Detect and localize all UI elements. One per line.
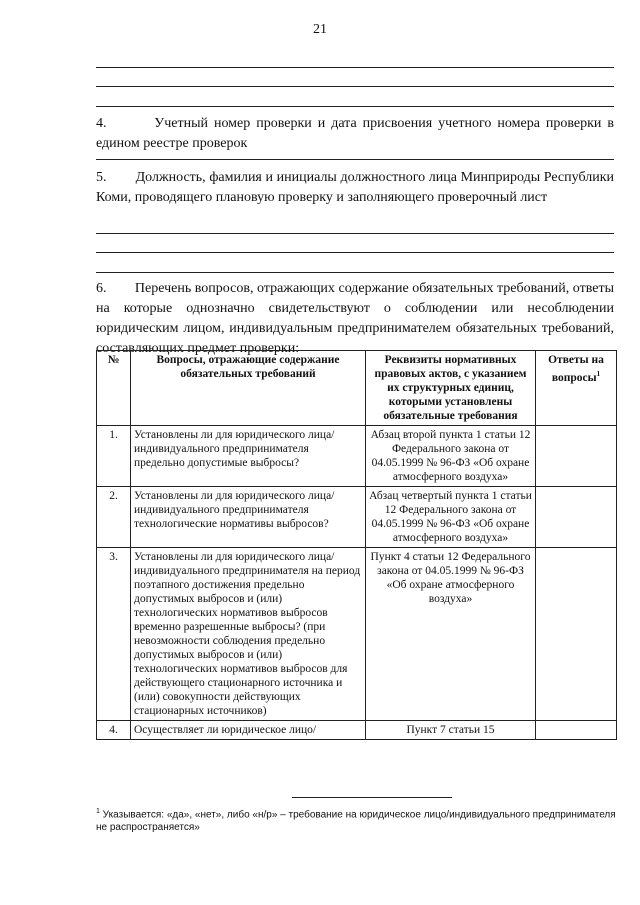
table-header-row [97,351,617,426]
blank-line [96,86,614,87]
row-question: Установлены ли для юридического лица/ индивидуального предпринимателя предельно допустимые выбросы? [131,426,366,487]
footnote [96,805,616,834]
row-answer-cell[interactable] [536,721,617,740]
row-requisites: Пункт 4 статьи 12 Федерального закона от 04.05.1999 № 96-ФЗ «Об охране атмосферного воздуха» [366,548,536,721]
table-row [97,487,617,548]
header-requisites: Реквизиты нормативных правовых актов, с указанием их структурных единиц, которыми установлены обязательные требования [366,351,536,426]
blank-line [96,233,614,234]
row-number: 4. [97,721,131,740]
header-answers [536,351,617,426]
header-number: № [97,351,131,426]
blank-line [96,67,614,68]
table-row [97,426,617,487]
blank-line [96,159,614,160]
footnote-marker: 1 [596,370,601,378]
row-answer-cell[interactable] [536,426,617,487]
row-answer-cell[interactable] [536,487,617,548]
table-row [97,721,617,740]
footnote-text: Указывается: «да», «нет», либо «н/р» – требование на юридическое лицо/индивидуального предпринимателя не распространяется» [96,809,616,834]
row-requisites: Абзац второй пункта 1 статьи 12 Федерального закона от 04.05.1999 № 96-ФЗ «Об охране атмосферного воздуха» [366,426,536,487]
table-row [97,548,617,721]
footnote-separator [292,797,452,798]
row-question: Установлены ли для юридического лица/ индивидуального предпринимателя технологические нормативы выбросов? [131,487,366,548]
row-requisites: Абзац четвертый пункта 1 статьи 12 Федерального закона от 04.05.1999 № 96-ФЗ «Об охране атмосферного воздуха» [366,487,536,548]
item-4-text: 4. Учетный номер проверки и дата присвоения учетного номера проверки в едином реестре проверок [96,116,614,151]
row-number: 1. [97,426,131,487]
row-question: Осуществляет ли юридическое лицо/ [131,721,366,740]
footnote-number: 1 [96,808,100,815]
row-requisites: Пункт 7 статьи 15 [366,721,536,740]
page-number: 21 [313,22,327,37]
row-question: Установлены ли для юридического лица/ индивидуального предпринимателя на период поэтапного достижения предельно допустимых выбросов и (или) технологических нормативов выбросов временно разрешенные выбросы? (при невозможности соблюдения предельно допустимых выбросов и (или) технологических нормативов выбросов для действующего стационарного источника и (или) совокупности действующих стационарных источников) [131,548,366,721]
row-answer-cell[interactable] [536,548,617,721]
row-number: 3. [97,548,131,721]
blank-line [96,252,614,253]
item-6-text: 6. Перечень вопросов, отражающих содержание обязательных требований, ответы на которые однозначно свидетельствуют о соблюдении или несоблюдении юридическим лицом, индивидуальным предпринимателем обязательных требований, составляющих предмет проверки: [96,281,614,356]
header-question: Вопросы, отражающие содержание обязательных требований [131,351,366,426]
blank-line [96,272,614,273]
item-5-text: 5. Должность, фамилия и инициалы должностного лица Минприроды Республики Коми, проводящего плановую проверку и заполняющего проверочный лист [96,170,614,205]
blank-line [96,106,614,107]
checklist-table [96,350,617,740]
header-answers-label: Ответы на вопросы [548,354,604,384]
row-number: 2. [97,487,131,548]
